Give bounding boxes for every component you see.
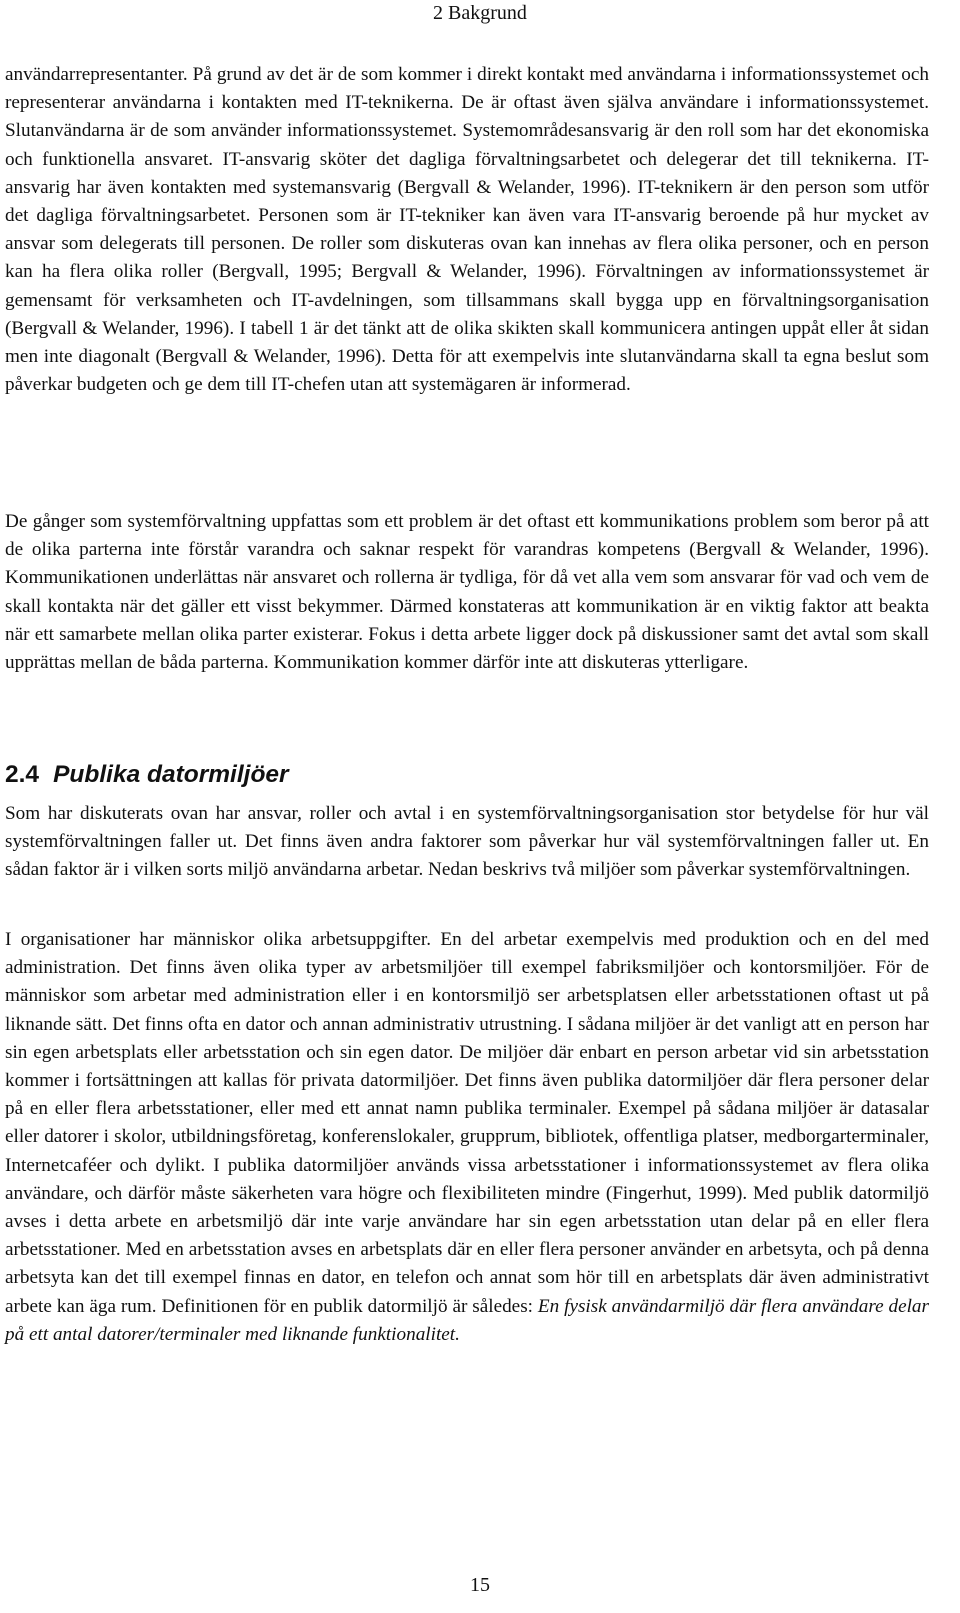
paragraph-text	[5, 926, 929, 1349]
paragraph-text: Som har diskuterats ovan har ansvar, roller och avtal i en systemförvaltningsorganisation stor betydelse för hur väl systemförvaltningen faller ut. Det finns även andra faktorer som påverkar hur väl systemförvaltningen faller ut. En sådan faktor är i vilken sorts miljö användarna arbetar. Nedan beskrivs två miljöer som påverkar systemförvaltningen.	[5, 803, 929, 881]
page-number: 15	[470, 1574, 490, 1596]
body-paragraph	[5, 508, 929, 677]
section-title: Publika datormiljöer	[53, 761, 289, 788]
body-paragraph	[5, 926, 929, 1349]
body-paragraph	[5, 61, 929, 399]
paragraph-text: användarrepresentanter. På grund av det är de som kommer i direkt kontakt med användarna i informationssystemet och representerar användarna i kontakten med IT-teknikerna. De är oftast även själva användare i informationssystemet. Slutanvändarna är de som använder informationssystemet. Systemområdesansvarig är den roll som har det ekonomiska och funktionella ansvaret. IT-ansvarig sköter det dagliga förvaltningsarbetet och delegerar det till teknikerna. IT-ansvarig har även kontakten med systemansvarig (Bergvall & Welander, 1996). IT-teknikern är den person som utför det dagliga förvaltningsarbetet. Personen som är IT-tekniker kan även vara IT-ansvarig beroende på hur mycket av ansvar som delegerats till personen. De roller som diskuteras ovan kan innehas av flera olika personer, och en person kan ha flera olika roller (Bergvall, 1995; Bergvall & Welander, 1996). Förvaltningen av informationssystemet är gemensamt för verksamheten och IT-avdelningen, som tillsammans skall bygga upp en förvaltningsorganisation (Bergvall & Welander, 1996). I tabell 1 är det tänkt att de olika skikten skall kommunicera antingen uppåt eller åt sidan men inte diagonalt (Bergvall & Welander, 1996). Detta för att exempelvis inte slutanvändarna skall ta egna beslut som påverkar budgeten och ge dem till IT-chefen utan att systemägaren är informerad.	[5, 64, 929, 396]
section-heading	[5, 760, 289, 790]
running-header: 2 Bakgrund	[433, 2, 527, 24]
definition-text: En fysisk användarmiljö där flera användare delar på ett antal datorer/terminaler med liknande funktionalitet.	[5, 1295, 929, 1345]
body-paragraph	[5, 800, 929, 885]
section-number: 2.4	[5, 761, 40, 788]
paragraph-text: De gånger som systemförvaltning uppfattas som ett problem är det oftast ett kommunikations problem som beror på att de olika parterna inte förstår varandra och saknar respekt för varandras kompetens (Bergvall & Welander, 1996). Kommunikationen underlättas när ansvaret och rollerna är tydliga, för då vet alla vem som ansvarar för vad och vem de skall kontakta när det gäller ett visst bekymmer. Därmed konstateras att kommunikation är en viktig faktor att beakta när ett samarbete mellan olika parter existerar. Fokus i detta arbete ligger dock på diskussioner samt det avtal som skall upprättas mellan de båda parterna. Kommunikation kommer därför inte att diskuteras ytterligare.	[5, 511, 929, 674]
paragraph-main-text: I organisationer har människor olika arbetsuppgifter. En del arbetar exempelvis med produktion och en del med administration. Det finns även olika typer av arbetsmiljöer till exempel fabriksmiljöer och kontorsmiljöer. För de människor som arbetar med administration eller i en kontorsmiljö ser arbetsplatsen eller arbetsstationen oftast ut på liknande sätt. Det finns ofta en dator och annan administrativ utrustning. I sådana miljöer är det vanligt att en person har sin egen arbetsplats eller arbetsstation och sin egen dator. De miljöer där enbart en person arbetar vid sin arbetsstation kommer i fortsättningen att kallas för privata datormiljöer. Det finns även publika datormiljöer där flera personer delar på en eller flera arbetsstationer, eller med ett annat namn publika terminaler. Exempel på sådana miljöer är datasalar eller datorer i skolor, utbildningsföretag, konferenslokaler, grupprum, bibliotek, offentliga platser, medborgarterminaler, Internetcaféer och dylikt. I publika datormiljöer används vissa arbetsstationer i informationssystemet av flera olika användare, och därför måste säkerheten vara högre och flexibiliteten mindre (Fingerhut, 1999). Med publik datormiljö avses i detta arbete en arbetsmiljö där inte varje användare har sin egen arbetsstation utan delar på en eller flera arbetsstationer. Med en arbetsstation avses en arbetsplats där en eller flera personer använder en arbetsyta, och på denna arbetsyta kan det till exempel finnas en dator, en telefon och annat som hör till en arbetsplats där även administrativt arbete kan äga rum. Definitionen för en publik datormiljö är således:	[5, 929, 929, 1317]
